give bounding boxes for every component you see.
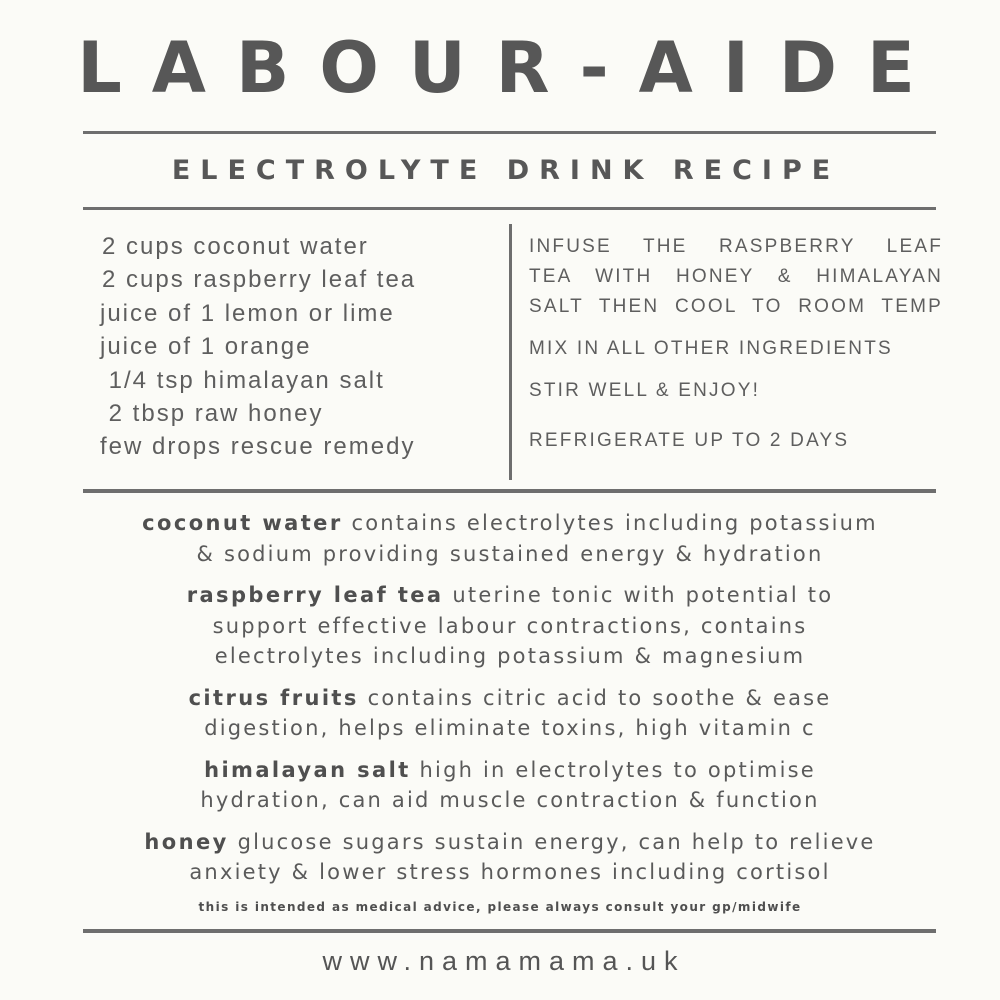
benefit-text: glucose sugars sustain energy, can help to relieve — [228, 829, 876, 854]
benefit-raspberry-leaf-tea — [60, 580, 960, 672]
ingredient-item: 2 cups raspberry leaf tea — [102, 266, 417, 294]
divider-bottom — [83, 929, 936, 933]
benefit-text: anxiety & lower stress hormones including cortisol — [189, 860, 831, 884]
divider-under-subtitle — [83, 207, 936, 210]
benefit-himalayan-salt — [60, 755, 960, 816]
divider-middle — [83, 489, 936, 493]
benefit-text: hydration, can aid muscle contraction & function — [200, 788, 820, 812]
divider-top — [83, 131, 936, 134]
ingredient-item: 2 tbsp raw honey — [100, 399, 324, 427]
ingredient-item: juice of 1 lemon or lime — [100, 299, 395, 327]
method-step-line: SALT THEN COOL TO ROOM TEMP — [529, 296, 943, 317]
benefits-section — [60, 508, 960, 899]
benefit-text: digestion, helps eliminate toxins, high vitamin c — [204, 716, 816, 740]
ingredient-item: juice of 1 orange — [100, 333, 312, 361]
page-title: LABOUR-AIDE — [77, 27, 945, 109]
method-step-line: TEA WITH HONEY & HIMALAYAN — [529, 266, 943, 287]
benefit-text: uterine tonic with potential to — [443, 583, 834, 607]
ingredient-item: 2 cups coconut water — [102, 233, 369, 260]
benefit-honey — [60, 827, 960, 888]
benefit-text: & sodium providing sustained energy & hydration — [196, 541, 824, 566]
benefit-coconut-water — [60, 508, 960, 569]
benefit-name: coconut water — [142, 511, 343, 535]
medical-disclaimer: this is intended as medical advice, please always consult your gp/midwife — [198, 900, 802, 914]
benefit-name: citrus fruits — [188, 685, 359, 710]
benefit-text: support effective labour contractions, contains — [212, 613, 808, 638]
method-step: MIX IN ALL OTHER INGREDIENTS — [529, 338, 893, 359]
method-step: REFRIGERATE UP TO 2 DAYS — [529, 430, 850, 451]
column-divider — [509, 224, 512, 480]
ingredients-list — [100, 230, 500, 464]
benefit-text: contains citric acid to soothe & ease — [358, 685, 832, 710]
method-steps — [529, 232, 943, 468]
benefit-text: high in electrolytes to optimise — [410, 757, 816, 782]
method-step-line: INFUSE THE RASPBERRY LEAF — [529, 236, 943, 257]
benefit-text: contains electrolytes including potassium — [342, 511, 878, 535]
recipe-subtitle: ELECTROLYTE DRINK RECIPE — [171, 155, 841, 186]
benefit-name: honey — [144, 829, 229, 854]
benefit-name: himalayan salt — [204, 757, 411, 782]
method-step: STIR WELL & ENJOY! — [529, 380, 761, 401]
ingredient-item: few drops rescue remedy — [100, 433, 416, 461]
benefit-citrus-fruits — [60, 683, 960, 744]
website-url: www.namamama.uk — [322, 946, 686, 976]
benefit-text: electrolytes including potassium & magnesium — [214, 644, 806, 668]
ingredient-item: 1/4 tsp himalayan salt — [100, 366, 385, 394]
benefit-name: raspberry leaf tea — [186, 583, 444, 607]
